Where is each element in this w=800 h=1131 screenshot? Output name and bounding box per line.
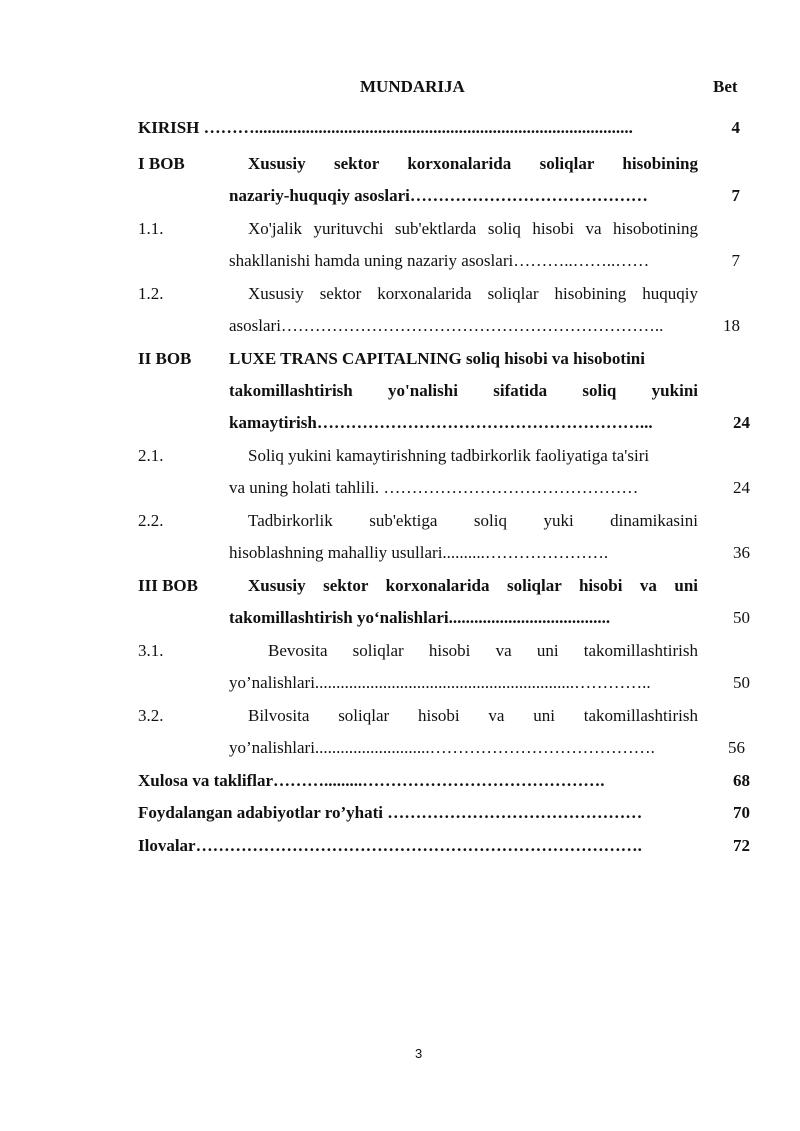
toc-page-number: 24 bbox=[733, 413, 750, 432]
toc-chapter-label: II BOB bbox=[138, 349, 192, 368]
toc-section-label: 2.2. bbox=[138, 511, 164, 530]
toc-section-title-line[interactable]: Soliq yukini kamaytirishning tadbirkorlik faoliyatiga ta'siri bbox=[248, 446, 650, 465]
toc-page-number: 36 bbox=[733, 543, 750, 562]
toc-section-title-line[interactable]: Xo'jalik yurituvchi sub'ektlarda soliq hisobi va hisobotining bbox=[248, 219, 698, 238]
toc-section-label: 2.1. bbox=[138, 446, 164, 465]
toc-chapter-title-line[interactable]: kamaytirish…………………………………………………... bbox=[229, 413, 653, 432]
toc-page-number: 70 bbox=[733, 803, 750, 822]
toc-page-number: 56 bbox=[728, 738, 745, 757]
toc-section-label: 3.1. bbox=[138, 641, 164, 660]
toc-section-title-line[interactable]: Tadbirkorlik sub'ektiga soliq yuki dinamikasini bbox=[248, 511, 698, 530]
toc-page-number: 7 bbox=[731, 251, 740, 270]
toc-section-title-line[interactable]: Xususiy sektor korxonalarida soliqlar hisobining huquqiy bbox=[248, 284, 698, 303]
toc-section-label: 1.1. bbox=[138, 219, 164, 238]
toc-chapter-title-line[interactable]: takomillashtirish yo‘nalishlari...................................... bbox=[229, 608, 611, 627]
toc-section-title-line[interactable]: shakllanishi hamda uning nazariy asoslari………..……..…… bbox=[229, 251, 650, 270]
toc-section-label: 3.2. bbox=[138, 706, 164, 725]
toc-page-number: 50 bbox=[733, 673, 750, 692]
toc-chapter-title-line[interactable]: LUXE TRANS CAPITALNING soliq hisobi va hisobotini bbox=[229, 349, 645, 368]
toc-entry-conclusion[interactable]: Xulosa va takliflar……….........……………………………………. bbox=[138, 771, 605, 790]
toc-chapter-title-line[interactable]: Xususiy sektor korxonalarida soliqlar hisobi va uni bbox=[248, 576, 698, 595]
toc-section-title-line[interactable]: hisoblashning mahalliy usullari..........…………………. bbox=[229, 543, 609, 562]
toc-page-number: 7 bbox=[731, 186, 740, 205]
page-column-header: Bet bbox=[713, 77, 738, 96]
toc-section-title-line[interactable]: yo’nalishlari.............................................................………….. bbox=[229, 673, 651, 692]
toc-chapter-title-line[interactable]: nazariy-huquqiy asoslari…………………………………… bbox=[229, 186, 648, 205]
toc-section-title-line[interactable]: Bevosita soliqlar hisobi va uni takomillashtirish bbox=[268, 641, 698, 660]
toc-page-number: 72 bbox=[733, 836, 750, 855]
footer-page-number: 3 bbox=[415, 1046, 423, 1061]
toc-page-number: 68 bbox=[733, 771, 750, 790]
toc-chapter-label: I BOB bbox=[138, 154, 185, 173]
toc-chapter-title-line[interactable]: Xususiy sektor korxonalarida soliqlar hisobining bbox=[248, 154, 698, 173]
toc-title: MUNDARIJA bbox=[360, 77, 465, 96]
toc-entry-intro[interactable]: KIRISH ………......................................................................................... bbox=[138, 118, 633, 137]
toc-section-title-line[interactable]: yo’nalishlari...........................…………………………………. bbox=[229, 738, 655, 757]
toc-page-number: 50 bbox=[733, 608, 750, 627]
toc-entry-references[interactable]: Foydalangan adabiyotlar ro’yhati ……………………………………… bbox=[138, 803, 643, 822]
toc-page-number: 24 bbox=[733, 478, 750, 497]
toc-page-number: 18 bbox=[723, 316, 740, 335]
toc-page-number: 4 bbox=[731, 118, 740, 137]
toc-chapter-label: III BOB bbox=[138, 576, 198, 595]
toc-section-title-line[interactable]: asoslari………………………………………………………….. bbox=[229, 316, 664, 335]
toc-section-title-line[interactable]: va uning holati tahlili. ……………………………………… bbox=[229, 478, 639, 497]
toc-section-label: 1.2. bbox=[138, 284, 164, 303]
toc-section-title-line[interactable]: Bilvosita soliqlar hisobi va uni takomillashtirish bbox=[248, 706, 698, 725]
toc-entry-appendices[interactable]: Ilovalar……………………………………………………………………. bbox=[138, 836, 642, 855]
toc-chapter-title-line[interactable]: takomillashtirish yo'nalishi sifatida soliq yukini bbox=[229, 381, 698, 400]
